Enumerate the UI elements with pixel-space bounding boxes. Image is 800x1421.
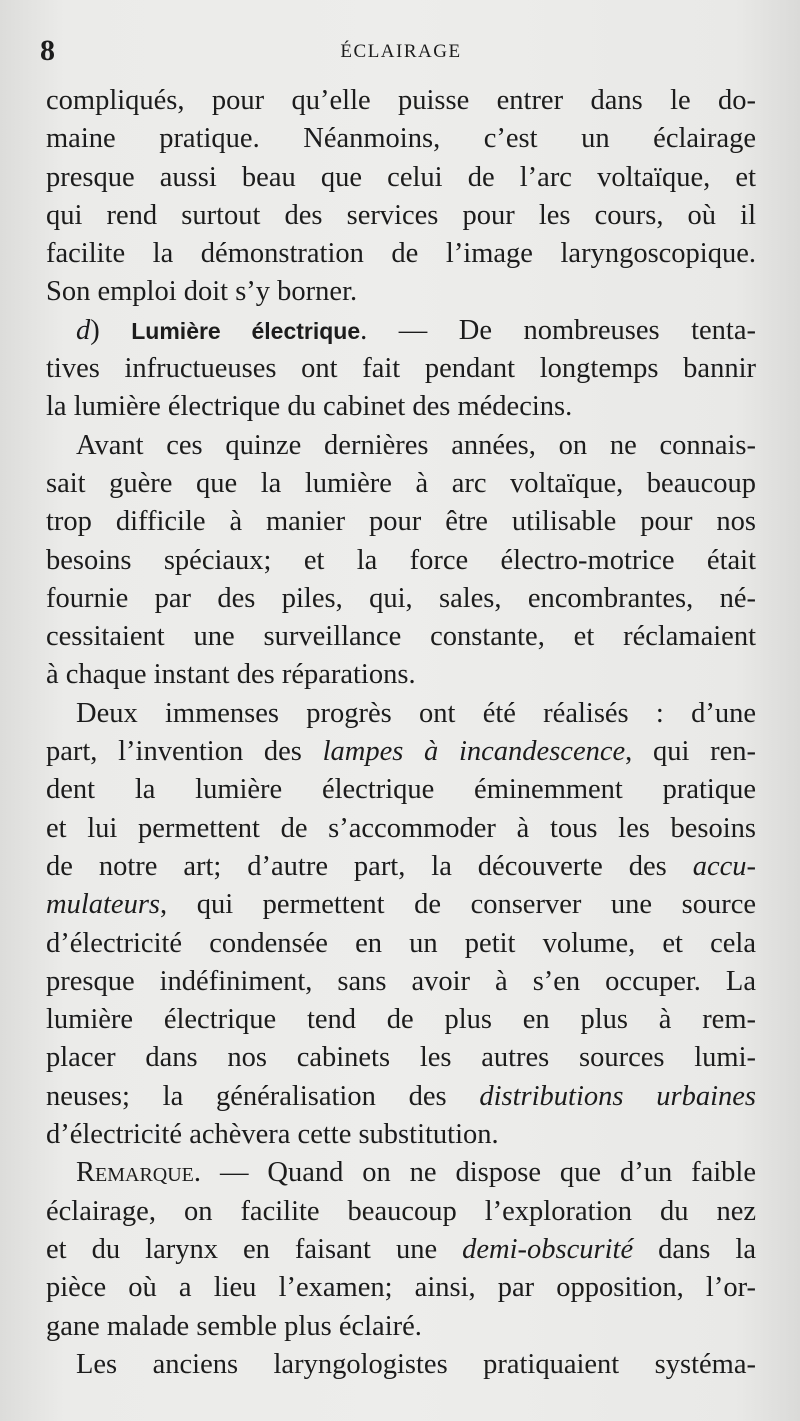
text-segment: d’électricité achèvera cette substitution.	[46, 1119, 499, 1151]
text-segment: de notre art; d’autre part, la découverte des	[46, 850, 693, 882]
text-line	[46, 1269, 756, 1307]
text-segment: et lui permettent de s’accommoder à tous les besoins	[46, 812, 756, 844]
text-segment: cessitaient une surveillance constante, et réclamaient	[46, 621, 756, 653]
text-segment: . — De nombreuses tenta-	[360, 314, 756, 346]
text-line	[46, 427, 756, 465]
text-segment: d’électricité condensée en un petit volume, et cela	[46, 927, 756, 959]
text-segment: lumière électrique tend de plus en plus à rem-	[46, 1004, 756, 1036]
text-segment: sait guère que la lumière à arc voltaïque, beaucoup	[46, 467, 756, 499]
italic-term: d	[76, 314, 91, 346]
text-segment: dans la	[633, 1233, 756, 1265]
text-segment: qui rend surtout des services pour les cours, où il	[46, 199, 756, 231]
text-line	[46, 886, 756, 924]
text-segment: Deux immenses progrès ont été réalisés : d’une	[76, 697, 756, 729]
text-line	[46, 810, 756, 848]
text-line	[46, 350, 756, 388]
text-segment: Avant ces quinze dernières années, on ne connais-	[76, 429, 756, 461]
text-line	[46, 618, 756, 656]
text-line	[46, 1001, 756, 1039]
page-header	[40, 34, 756, 74]
text-segment: compliqués, pour qu’elle puisse entrer dans le do-	[46, 85, 756, 116]
text-line	[46, 963, 756, 1001]
text-line	[46, 388, 756, 426]
text-line	[46, 312, 756, 350]
text-line	[46, 848, 756, 886]
text-line	[46, 1039, 756, 1077]
text-line	[46, 656, 756, 694]
text-line	[46, 580, 756, 618]
text-line	[46, 82, 756, 120]
text-line	[46, 1154, 756, 1192]
italic-term: demi-obscurité	[462, 1233, 634, 1265]
text-line	[46, 1231, 756, 1269]
section-subheading: Lumière électrique	[131, 317, 361, 344]
text-line	[46, 925, 756, 963]
text-segment: facilite la démonstration de l’image laryngoscopique.	[46, 238, 756, 270]
text-line	[46, 733, 756, 771]
text-line	[46, 197, 756, 235]
text-line	[46, 1116, 756, 1154]
text-segment: )	[90, 314, 132, 346]
text-segment: la lumière électrique du cabinet des médecins.	[46, 391, 573, 423]
text-segment: gane malade semble plus éclairé.	[46, 1310, 422, 1342]
text-segment: pièce où a lieu l’examen; ainsi, par opposition, l’or-	[46, 1272, 756, 1304]
page-number: 8	[40, 34, 55, 67]
text-segment: fournie par des piles, qui, sales, encombrantes, né-	[46, 582, 756, 614]
text-segment: Son emploi doit s’y borner.	[46, 276, 358, 308]
text-segment: maine pratique. Néanmoins, c’est un éclairage	[46, 123, 756, 155]
text-line	[46, 695, 756, 733]
text-line	[46, 235, 756, 273]
text-line	[46, 465, 756, 503]
text-line	[46, 159, 756, 197]
text-segment: à chaque instant des réparations.	[46, 659, 416, 691]
text-segment: Les anciens laryngologistes pratiquaient systéma-	[76, 1348, 756, 1380]
italic-term: mulateurs	[46, 889, 160, 921]
text-segment: , qui permettent de conserver une source	[160, 889, 756, 921]
text-line	[46, 120, 756, 158]
small-caps-label: Remarque	[76, 1157, 194, 1189]
text-segment: presque aussi beau que celui de l’arc voltaïque, et	[46, 161, 756, 193]
italic-term: distributions urbaines	[479, 1080, 756, 1112]
text-segment: neuses; la généralisation des	[46, 1080, 480, 1112]
body-text	[46, 82, 756, 1384]
text-line	[46, 1078, 756, 1116]
text-line	[46, 1308, 756, 1346]
text-segment: , qui ren-	[625, 736, 756, 768]
text-segment: éclairage, on facilite beaucoup l’exploration du nez	[46, 1195, 756, 1227]
text-segment: trop difficile à manier pour être utilisable pour nos	[46, 506, 756, 538]
running-head: ÉCLAIRAGE	[340, 41, 462, 62]
text-line	[46, 1193, 756, 1231]
text-segment: tives infructueuses ont fait pendant longtemps bannir	[46, 353, 756, 385]
italic-term: accu-	[692, 850, 756, 882]
text-line	[46, 771, 756, 809]
text-segment: besoins spéciaux; et la force électro-motrice était	[46, 544, 756, 576]
text-segment: part, l’invention des	[46, 736, 323, 768]
text-line	[46, 503, 756, 541]
text-line	[46, 1346, 756, 1384]
text-line	[46, 273, 756, 311]
text-segment: dent la lumière électrique éminemment pratique	[46, 774, 756, 806]
text-segment: . — Quand on ne dispose que d’un faible	[193, 1157, 756, 1189]
text-line	[46, 542, 756, 580]
text-segment: et du larynx en faisant une	[46, 1233, 463, 1265]
italic-term: lampes à incandescence	[322, 736, 626, 768]
text-segment: placer dans nos cabinets les autres sources lumi-	[46, 1042, 756, 1074]
text-segment: presque indéfiniment, sans avoir à s’en occuper. La	[46, 965, 756, 997]
